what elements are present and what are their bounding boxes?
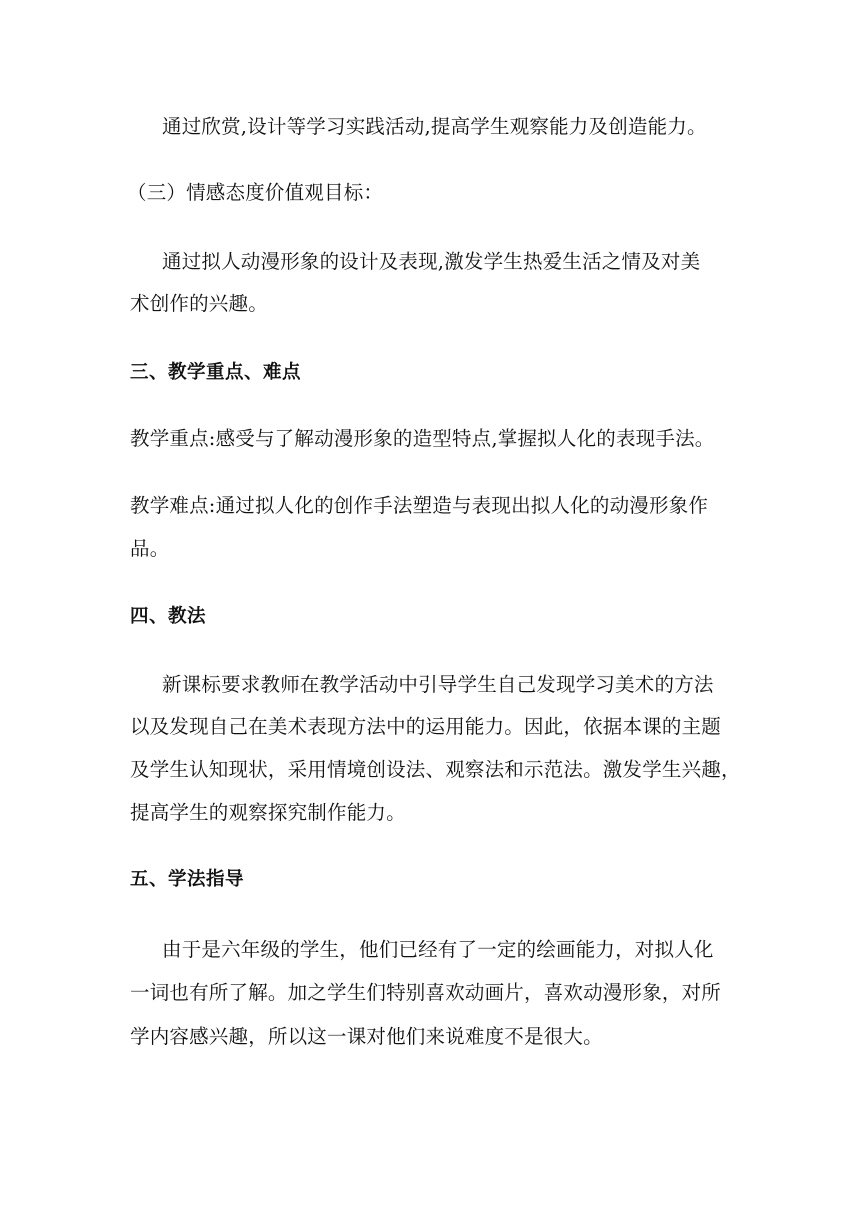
guide-text-line-1: 由于是六年级的学生，他们已经有了一定的绘画能力，对拟人化 <box>162 938 714 961</box>
section-3-heading: 三、教学重点、难点 <box>130 362 302 383</box>
difficulty-text-line-1: 教学难点:通过拟人化的创作手法塑造与表现出拟人化的动漫形象作 <box>130 494 709 517</box>
difficulty-text-line-2: 品。 <box>130 537 170 560</box>
section-4-heading: 四、教法 <box>130 606 207 627</box>
objective-3-text-line-2: 术创作的兴趣。 <box>130 292 268 315</box>
guide-text-line-3: 学内容感兴趣，所以这一课对他们来说难度不是很大。 <box>130 1025 603 1048</box>
method-text-line-1: 新课标要求教师在教学活动中引导学生自己发现学习美术的方法 <box>162 673 714 696</box>
method-text-line-4: 提高学生的观察探究制作能力。 <box>130 801 406 824</box>
method-text-line-2: 以及发现自己在美术表现方法中的运用能力。因此，依据本课的主题 <box>130 715 722 738</box>
objective-3-text-line-1: 通过拟人动漫形象的设计及表现,激发学生热爱生活之情及对美 <box>162 250 701 273</box>
objective-3-heading: （三）情感态度价值观目标： <box>127 181 384 204</box>
objective-2-text: 通过欣赏,设计等学习实践活动,提高学生观察能力及创造能力。 <box>162 115 707 138</box>
section-5-heading: 五、学法指导 <box>130 869 245 890</box>
guide-text-line-2: 一词也有所了解。加之学生们特别喜欢动画片，喜欢动漫形象，对所 <box>130 981 722 1004</box>
method-text-line-3: 及学生认知现状，采用情境创设法、观察法和示范法。激发学生兴趣， <box>130 758 741 781</box>
key-point-text: 教学重点:感受与了解动漫形象的造型特点,掌握拟人化的表现手法。 <box>130 427 715 450</box>
